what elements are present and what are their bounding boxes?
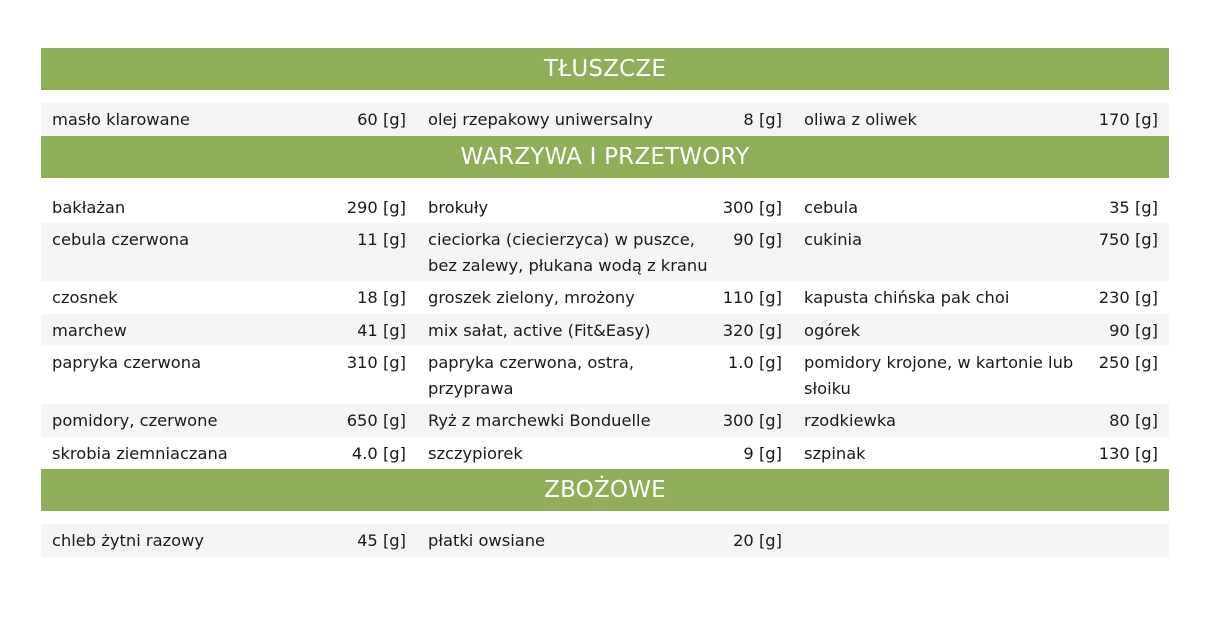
section-header-tluszcze: TŁUSZCZE [41, 48, 1169, 90]
item-amount: 1.0 [g] [727, 353, 782, 372]
item-name: skrobia ziemniaczana [52, 443, 228, 463]
list-item [41, 314, 417, 347]
item-name: pomidory, czerwone [52, 411, 218, 430]
item-name: cebula [804, 197, 859, 217]
item-amount: 130 [g] [1098, 443, 1158, 463]
item-name: szpinak [804, 443, 866, 463]
item-amount: 230 [g] [1098, 288, 1158, 307]
section-grid-warzywa [41, 191, 1169, 470]
item-amount: 170 [g] [1098, 110, 1158, 129]
item-amount: 90 [g] [1109, 320, 1158, 340]
list-item [417, 281, 793, 314]
list-item [793, 404, 1169, 437]
list-item [417, 437, 793, 470]
item-name: bakłażan [52, 197, 126, 217]
list-item [41, 437, 417, 470]
item-name: cieciorka (ciecierzyca) w puszce, bez zalewy, płukana wodą z kranu [428, 230, 708, 275]
item-name: olej rzepakowy uniwersalny [428, 110, 653, 129]
item-amount: 250 [g] [1098, 353, 1158, 372]
list-item [417, 103, 793, 136]
list-item [417, 223, 793, 281]
list-item [793, 346, 1169, 404]
item-name: oliwa z oliwek [804, 110, 917, 129]
list-item [793, 223, 1169, 281]
list-item [793, 437, 1169, 470]
item-amount: 90 [g] [733, 230, 782, 249]
list-item [793, 103, 1169, 136]
section-header-zbozowe: ZBOŻOWE [41, 469, 1169, 511]
item-name: ogórek [804, 320, 861, 340]
item-amount: 110 [g] [722, 288, 782, 307]
item-amount: 300 [g] [722, 197, 782, 217]
item-name: mix sałat, active (Fit&Easy) [428, 320, 651, 340]
list-item [417, 346, 793, 404]
list-item [417, 404, 793, 437]
item-amount: 4.0 [g] [351, 443, 406, 463]
item-name: rzodkiewka [804, 411, 896, 430]
item-name: papryka czerwona [52, 353, 202, 372]
item-name: szczypiorek [428, 443, 523, 463]
item-amount: 11 [g] [357, 230, 406, 249]
item-amount: 80 [g] [1109, 411, 1158, 430]
item-name: marchew [52, 320, 127, 340]
list-item [793, 281, 1169, 314]
item-amount: 8 [g] [743, 110, 782, 129]
item-amount: 320 [g] [722, 320, 782, 340]
list-item [41, 223, 417, 281]
item-name: cebula czerwona [52, 230, 190, 249]
item-name: Ryż z marchewki Bonduelle [428, 411, 651, 430]
shopping-list [41, 48, 1169, 557]
item-amount: 60 [g] [357, 110, 406, 129]
list-item [41, 281, 417, 314]
item-name: groszek zielony, mrożony [428, 288, 635, 307]
list-item [41, 404, 417, 437]
item-amount: 650 [g] [346, 411, 406, 430]
item-amount: 290 [g] [346, 197, 406, 217]
item-amount: 310 [g] [346, 353, 406, 372]
item-amount: 45 [g] [357, 531, 406, 550]
item-name: masło klarowane [52, 110, 190, 129]
list-item [417, 314, 793, 347]
item-name: brokuły [428, 197, 489, 217]
item-name: pomidory krojone, w kartonie lub słoiku [804, 353, 1074, 398]
list-item [41, 191, 417, 224]
list-item [41, 346, 417, 404]
item-name: chleb żytni razowy [52, 531, 205, 550]
item-amount: 35 [g] [1109, 197, 1158, 217]
list-item [793, 191, 1169, 224]
item-name: papryka czerwona, ostra, przyprawa [428, 353, 635, 398]
list-item [417, 524, 793, 557]
section-grid-tluszcze [41, 103, 1169, 136]
item-amount: 300 [g] [722, 411, 782, 430]
item-amount: 9 [g] [743, 443, 782, 463]
item-amount: 18 [g] [357, 288, 406, 307]
item-name: czosnek [52, 288, 118, 307]
section-grid-zbozowe [41, 524, 1169, 557]
list-item [793, 314, 1169, 347]
item-name: kapusta chińska pak choi [804, 288, 1010, 307]
list-item [417, 191, 793, 224]
item-amount: 750 [g] [1098, 230, 1158, 249]
list-item [41, 103, 417, 136]
list-item [793, 524, 1169, 557]
section-header-warzywa: WARZYWA I PRZETWORY [41, 136, 1169, 178]
item-amount: 20 [g] [733, 531, 782, 550]
item-name: cukinia [804, 230, 863, 249]
item-amount: 41 [g] [357, 320, 406, 340]
item-name: płatki owsiane [428, 531, 546, 550]
list-item [41, 524, 417, 557]
